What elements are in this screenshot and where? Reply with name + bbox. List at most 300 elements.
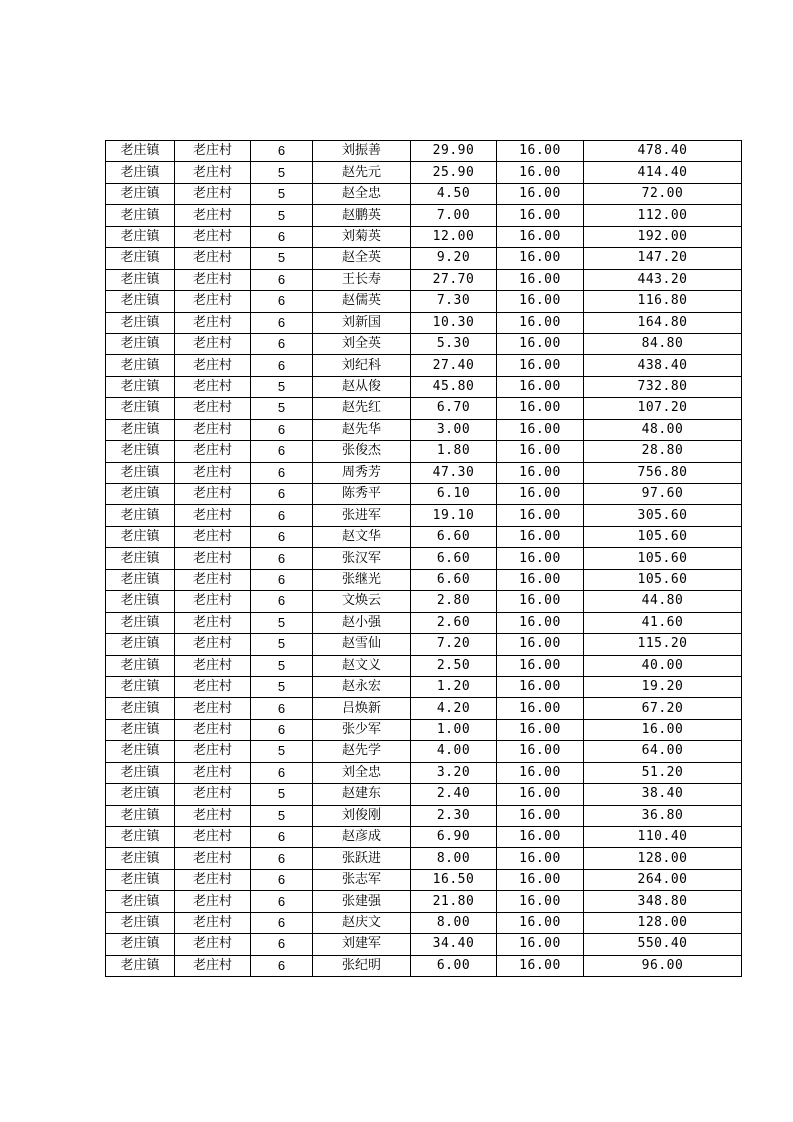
town-cell: 老庄镇 xyxy=(106,526,175,547)
name-cell: 张建强 xyxy=(313,891,411,912)
group-cell: 5 xyxy=(251,612,313,633)
rate-cell: 16.00 xyxy=(497,226,584,247)
village-cell: 老庄村 xyxy=(175,805,251,826)
group-cell: 5 xyxy=(251,805,313,826)
table-row xyxy=(106,355,742,376)
area-cell: 2.30 xyxy=(411,805,497,826)
town-cell: 老庄镇 xyxy=(106,291,175,312)
rate-cell: 16.00 xyxy=(497,484,584,505)
village-cell: 老庄村 xyxy=(175,741,251,762)
name-cell: 赵建东 xyxy=(313,784,411,805)
rate-cell: 16.00 xyxy=(497,505,584,526)
table-row xyxy=(106,205,742,226)
town-cell: 老庄镇 xyxy=(106,955,175,976)
name-cell: 刘全忠 xyxy=(313,762,411,783)
area-cell: 6.60 xyxy=(411,526,497,547)
village-cell: 老庄村 xyxy=(175,784,251,805)
rate-cell: 16.00 xyxy=(497,248,584,269)
amount-cell: 128.00 xyxy=(584,848,742,869)
town-cell: 老庄镇 xyxy=(106,183,175,204)
group-cell: 6 xyxy=(251,269,313,290)
amount-cell: 97.60 xyxy=(584,484,742,505)
rate-cell: 16.00 xyxy=(497,355,584,376)
group-cell: 5 xyxy=(251,784,313,805)
table-row xyxy=(106,183,742,204)
town-cell: 老庄镇 xyxy=(106,141,175,162)
rate-cell: 16.00 xyxy=(497,698,584,719)
amount-cell: 40.00 xyxy=(584,655,742,676)
village-cell: 老庄村 xyxy=(175,162,251,183)
town-cell: 老庄镇 xyxy=(106,355,175,376)
table-row xyxy=(106,891,742,912)
village-cell: 老庄村 xyxy=(175,462,251,483)
rate-cell: 16.00 xyxy=(497,333,584,354)
name-cell: 赵从俊 xyxy=(313,376,411,397)
name-cell: 周秀芳 xyxy=(313,462,411,483)
name-cell: 赵永宏 xyxy=(313,676,411,697)
table-row xyxy=(106,291,742,312)
name-cell: 文焕云 xyxy=(313,591,411,612)
name-cell: 刘振善 xyxy=(313,141,411,162)
area-cell: 10.30 xyxy=(411,312,497,333)
village-cell: 老庄村 xyxy=(175,312,251,333)
town-cell: 老庄镇 xyxy=(106,762,175,783)
village-cell: 老庄村 xyxy=(175,505,251,526)
group-cell: 6 xyxy=(251,333,313,354)
town-cell: 老庄镇 xyxy=(106,634,175,655)
table-row xyxy=(106,612,742,633)
amount-cell: 107.20 xyxy=(584,398,742,419)
village-cell: 老庄村 xyxy=(175,634,251,655)
village-cell: 老庄村 xyxy=(175,591,251,612)
name-cell: 赵彦成 xyxy=(313,827,411,848)
name-cell: 张汉军 xyxy=(313,548,411,569)
table-row xyxy=(106,698,742,719)
amount-cell: 38.40 xyxy=(584,784,742,805)
amount-cell: 19.20 xyxy=(584,676,742,697)
table-row xyxy=(106,569,742,590)
town-cell: 老庄镇 xyxy=(106,248,175,269)
amount-cell: 192.00 xyxy=(584,226,742,247)
area-cell: 6.70 xyxy=(411,398,497,419)
area-cell: 3.20 xyxy=(411,762,497,783)
rate-cell: 16.00 xyxy=(497,548,584,569)
table-row xyxy=(106,312,742,333)
village-cell: 老庄村 xyxy=(175,183,251,204)
area-cell: 3.00 xyxy=(411,419,497,440)
village-cell: 老庄村 xyxy=(175,269,251,290)
name-cell: 赵鹏英 xyxy=(313,205,411,226)
rate-cell: 16.00 xyxy=(497,612,584,633)
town-cell: 老庄镇 xyxy=(106,784,175,805)
group-cell: 6 xyxy=(251,955,313,976)
village-cell: 老庄村 xyxy=(175,291,251,312)
group-cell: 6 xyxy=(251,355,313,376)
area-cell: 25.90 xyxy=(411,162,497,183)
town-cell: 老庄镇 xyxy=(106,934,175,955)
table-row xyxy=(106,784,742,805)
amount-cell: 305.60 xyxy=(584,505,742,526)
group-cell: 6 xyxy=(251,484,313,505)
name-cell: 张少军 xyxy=(313,719,411,740)
amount-cell: 348.80 xyxy=(584,891,742,912)
area-cell: 6.00 xyxy=(411,955,497,976)
name-cell: 张进军 xyxy=(313,505,411,526)
village-cell: 老庄村 xyxy=(175,869,251,890)
area-cell: 1.20 xyxy=(411,676,497,697)
group-cell: 6 xyxy=(251,912,313,933)
group-cell: 6 xyxy=(251,462,313,483)
group-cell: 6 xyxy=(251,441,313,462)
rate-cell: 16.00 xyxy=(497,869,584,890)
area-cell: 21.80 xyxy=(411,891,497,912)
area-cell: 2.60 xyxy=(411,612,497,633)
group-cell: 6 xyxy=(251,848,313,869)
table-row xyxy=(106,805,742,826)
village-cell: 老庄村 xyxy=(175,912,251,933)
amount-cell: 28.80 xyxy=(584,441,742,462)
area-cell: 8.00 xyxy=(411,912,497,933)
town-cell: 老庄镇 xyxy=(106,226,175,247)
name-cell: 赵雪仙 xyxy=(313,634,411,655)
amount-cell: 128.00 xyxy=(584,912,742,933)
name-cell: 赵先学 xyxy=(313,741,411,762)
town-cell: 老庄镇 xyxy=(106,676,175,697)
area-cell: 4.20 xyxy=(411,698,497,719)
table-row xyxy=(106,869,742,890)
rate-cell: 16.00 xyxy=(497,848,584,869)
village-cell: 老庄村 xyxy=(175,848,251,869)
area-cell: 16.50 xyxy=(411,869,497,890)
table-row xyxy=(106,248,742,269)
rate-cell: 16.00 xyxy=(497,462,584,483)
town-cell: 老庄镇 xyxy=(106,398,175,419)
amount-cell: 414.40 xyxy=(584,162,742,183)
name-cell: 赵儒英 xyxy=(313,291,411,312)
rate-cell: 16.00 xyxy=(497,291,584,312)
table-row xyxy=(106,333,742,354)
table-row xyxy=(106,655,742,676)
rate-cell: 16.00 xyxy=(497,827,584,848)
village-cell: 老庄村 xyxy=(175,419,251,440)
group-cell: 5 xyxy=(251,741,313,762)
amount-cell: 264.00 xyxy=(584,869,742,890)
village-cell: 老庄村 xyxy=(175,934,251,955)
town-cell: 老庄镇 xyxy=(106,805,175,826)
rate-cell: 16.00 xyxy=(497,441,584,462)
area-cell: 1.80 xyxy=(411,441,497,462)
amount-cell: 105.60 xyxy=(584,548,742,569)
amount-cell: 550.40 xyxy=(584,934,742,955)
amount-cell: 115.20 xyxy=(584,634,742,655)
table-row xyxy=(106,398,742,419)
amount-cell: 732.80 xyxy=(584,376,742,397)
town-cell: 老庄镇 xyxy=(106,698,175,719)
table-row xyxy=(106,419,742,440)
area-cell: 7.20 xyxy=(411,634,497,655)
amount-cell: 105.60 xyxy=(584,526,742,547)
town-cell: 老庄镇 xyxy=(106,912,175,933)
amount-cell: 51.20 xyxy=(584,762,742,783)
area-cell: 6.60 xyxy=(411,569,497,590)
rate-cell: 16.00 xyxy=(497,912,584,933)
table-row xyxy=(106,634,742,655)
group-cell: 6 xyxy=(251,698,313,719)
town-cell: 老庄镇 xyxy=(106,312,175,333)
rate-cell: 16.00 xyxy=(497,183,584,204)
amount-cell: 64.00 xyxy=(584,741,742,762)
rate-cell: 16.00 xyxy=(497,676,584,697)
town-cell: 老庄镇 xyxy=(106,333,175,354)
name-cell: 陈秀平 xyxy=(313,484,411,505)
group-cell: 5 xyxy=(251,676,313,697)
name-cell: 刘建军 xyxy=(313,934,411,955)
table-row xyxy=(106,762,742,783)
town-cell: 老庄镇 xyxy=(106,741,175,762)
name-cell: 张俊杰 xyxy=(313,441,411,462)
name-cell: 赵文义 xyxy=(313,655,411,676)
table-row xyxy=(106,269,742,290)
name-cell: 刘全英 xyxy=(313,333,411,354)
town-cell: 老庄镇 xyxy=(106,548,175,569)
group-cell: 6 xyxy=(251,934,313,955)
area-cell: 34.40 xyxy=(411,934,497,955)
name-cell: 张继光 xyxy=(313,569,411,590)
amount-cell: 438.40 xyxy=(584,355,742,376)
village-cell: 老庄村 xyxy=(175,569,251,590)
group-cell: 6 xyxy=(251,762,313,783)
group-cell: 6 xyxy=(251,591,313,612)
name-cell: 王长寿 xyxy=(313,269,411,290)
town-cell: 老庄镇 xyxy=(106,655,175,676)
amount-cell: 164.80 xyxy=(584,312,742,333)
group-cell: 5 xyxy=(251,634,313,655)
table-row xyxy=(106,719,742,740)
name-cell: 赵全忠 xyxy=(313,183,411,204)
area-cell: 45.80 xyxy=(411,376,497,397)
area-cell: 9.20 xyxy=(411,248,497,269)
name-cell: 刘俊刚 xyxy=(313,805,411,826)
area-cell: 4.00 xyxy=(411,741,497,762)
town-cell: 老庄镇 xyxy=(106,505,175,526)
area-cell: 6.90 xyxy=(411,827,497,848)
village-cell: 老庄村 xyxy=(175,355,251,376)
rate-cell: 16.00 xyxy=(497,269,584,290)
area-cell: 2.40 xyxy=(411,784,497,805)
amount-cell: 67.20 xyxy=(584,698,742,719)
village-cell: 老庄村 xyxy=(175,698,251,719)
group-cell: 5 xyxy=(251,162,313,183)
rate-cell: 16.00 xyxy=(497,312,584,333)
group-cell: 6 xyxy=(251,526,313,547)
rate-cell: 16.00 xyxy=(497,526,584,547)
name-cell: 赵全英 xyxy=(313,248,411,269)
table-body xyxy=(106,141,742,977)
group-cell: 6 xyxy=(251,891,313,912)
area-cell: 12.00 xyxy=(411,226,497,247)
town-cell: 老庄镇 xyxy=(106,462,175,483)
area-cell: 27.40 xyxy=(411,355,497,376)
amount-cell: 112.00 xyxy=(584,205,742,226)
group-cell: 6 xyxy=(251,719,313,740)
town-cell: 老庄镇 xyxy=(106,205,175,226)
area-cell: 7.00 xyxy=(411,205,497,226)
group-cell: 6 xyxy=(251,291,313,312)
village-cell: 老庄村 xyxy=(175,205,251,226)
table-row xyxy=(106,955,742,976)
group-cell: 5 xyxy=(251,376,313,397)
name-cell: 赵小强 xyxy=(313,612,411,633)
table-row xyxy=(106,827,742,848)
area-cell: 47.30 xyxy=(411,462,497,483)
table-row xyxy=(106,741,742,762)
rate-cell: 16.00 xyxy=(497,162,584,183)
table-row xyxy=(106,226,742,247)
table-row xyxy=(106,848,742,869)
area-cell: 7.30 xyxy=(411,291,497,312)
area-cell: 5.30 xyxy=(411,333,497,354)
town-cell: 老庄镇 xyxy=(106,441,175,462)
name-cell: 吕焕新 xyxy=(313,698,411,719)
town-cell: 老庄镇 xyxy=(106,869,175,890)
village-cell: 老庄村 xyxy=(175,248,251,269)
town-cell: 老庄镇 xyxy=(106,162,175,183)
group-cell: 6 xyxy=(251,312,313,333)
table-row xyxy=(106,912,742,933)
group-cell: 5 xyxy=(251,655,313,676)
town-cell: 老庄镇 xyxy=(106,376,175,397)
village-cell: 老庄村 xyxy=(175,827,251,848)
rate-cell: 16.00 xyxy=(497,398,584,419)
name-cell: 赵先华 xyxy=(313,419,411,440)
amount-cell: 443.20 xyxy=(584,269,742,290)
group-cell: 6 xyxy=(251,505,313,526)
table-row xyxy=(106,591,742,612)
table-row xyxy=(106,484,742,505)
amount-cell: 756.80 xyxy=(584,462,742,483)
area-cell: 19.10 xyxy=(411,505,497,526)
amount-cell: 147.20 xyxy=(584,248,742,269)
village-cell: 老庄村 xyxy=(175,441,251,462)
name-cell: 刘新国 xyxy=(313,312,411,333)
table-row xyxy=(106,141,742,162)
amount-cell: 478.40 xyxy=(584,141,742,162)
table-row xyxy=(106,676,742,697)
group-cell: 5 xyxy=(251,398,313,419)
rate-cell: 16.00 xyxy=(497,784,584,805)
rate-cell: 16.00 xyxy=(497,591,584,612)
amount-cell: 105.60 xyxy=(584,569,742,590)
table-row xyxy=(106,548,742,569)
group-cell: 5 xyxy=(251,248,313,269)
town-cell: 老庄镇 xyxy=(106,484,175,505)
group-cell: 6 xyxy=(251,548,313,569)
village-cell: 老庄村 xyxy=(175,955,251,976)
rate-cell: 16.00 xyxy=(497,934,584,955)
name-cell: 赵庆文 xyxy=(313,912,411,933)
amount-cell: 84.80 xyxy=(584,333,742,354)
name-cell: 赵文华 xyxy=(313,526,411,547)
village-cell: 老庄村 xyxy=(175,891,251,912)
amount-cell: 16.00 xyxy=(584,719,742,740)
rate-cell: 16.00 xyxy=(497,655,584,676)
town-cell: 老庄镇 xyxy=(106,827,175,848)
area-cell: 6.10 xyxy=(411,484,497,505)
town-cell: 老庄镇 xyxy=(106,848,175,869)
area-cell: 6.60 xyxy=(411,548,497,569)
area-cell: 27.70 xyxy=(411,269,497,290)
rate-cell: 16.00 xyxy=(497,891,584,912)
village-cell: 老庄村 xyxy=(175,719,251,740)
name-cell: 张志军 xyxy=(313,869,411,890)
table-row xyxy=(106,441,742,462)
area-cell: 29.90 xyxy=(411,141,497,162)
area-cell: 2.80 xyxy=(411,591,497,612)
town-cell: 老庄镇 xyxy=(106,891,175,912)
area-cell: 8.00 xyxy=(411,848,497,869)
town-cell: 老庄镇 xyxy=(106,569,175,590)
group-cell: 6 xyxy=(251,419,313,440)
amount-cell: 110.40 xyxy=(584,827,742,848)
village-cell: 老庄村 xyxy=(175,226,251,247)
town-cell: 老庄镇 xyxy=(106,419,175,440)
village-cell: 老庄村 xyxy=(175,676,251,697)
rate-cell: 16.00 xyxy=(497,205,584,226)
group-cell: 5 xyxy=(251,183,313,204)
village-cell: 老庄村 xyxy=(175,333,251,354)
village-cell: 老庄村 xyxy=(175,526,251,547)
town-cell: 老庄镇 xyxy=(106,612,175,633)
table-row xyxy=(106,462,742,483)
group-cell: 6 xyxy=(251,827,313,848)
village-cell: 老庄村 xyxy=(175,141,251,162)
rate-cell: 16.00 xyxy=(497,719,584,740)
table-row xyxy=(106,162,742,183)
name-cell: 张跃进 xyxy=(313,848,411,869)
amount-cell: 48.00 xyxy=(584,419,742,440)
village-cell: 老庄村 xyxy=(175,762,251,783)
amount-cell: 41.60 xyxy=(584,612,742,633)
town-cell: 老庄镇 xyxy=(106,591,175,612)
village-cell: 老庄村 xyxy=(175,484,251,505)
group-cell: 6 xyxy=(251,569,313,590)
town-cell: 老庄镇 xyxy=(106,269,175,290)
group-cell: 6 xyxy=(251,869,313,890)
village-cell: 老庄村 xyxy=(175,376,251,397)
rate-cell: 16.00 xyxy=(497,141,584,162)
group-cell: 5 xyxy=(251,205,313,226)
group-cell: 6 xyxy=(251,141,313,162)
amount-cell: 72.00 xyxy=(584,183,742,204)
rate-cell: 16.00 xyxy=(497,762,584,783)
name-cell: 刘纪科 xyxy=(313,355,411,376)
village-cell: 老庄村 xyxy=(175,655,251,676)
rate-cell: 16.00 xyxy=(497,741,584,762)
amount-cell: 44.80 xyxy=(584,591,742,612)
amount-cell: 36.80 xyxy=(584,805,742,826)
table-row xyxy=(106,376,742,397)
rate-cell: 16.00 xyxy=(497,419,584,440)
group-cell: 6 xyxy=(251,226,313,247)
area-cell: 1.00 xyxy=(411,719,497,740)
village-cell: 老庄村 xyxy=(175,548,251,569)
rate-cell: 16.00 xyxy=(497,805,584,826)
village-cell: 老庄村 xyxy=(175,398,251,419)
rate-cell: 16.00 xyxy=(497,376,584,397)
table-row xyxy=(106,505,742,526)
rate-cell: 16.00 xyxy=(497,569,584,590)
table-row xyxy=(106,934,742,955)
